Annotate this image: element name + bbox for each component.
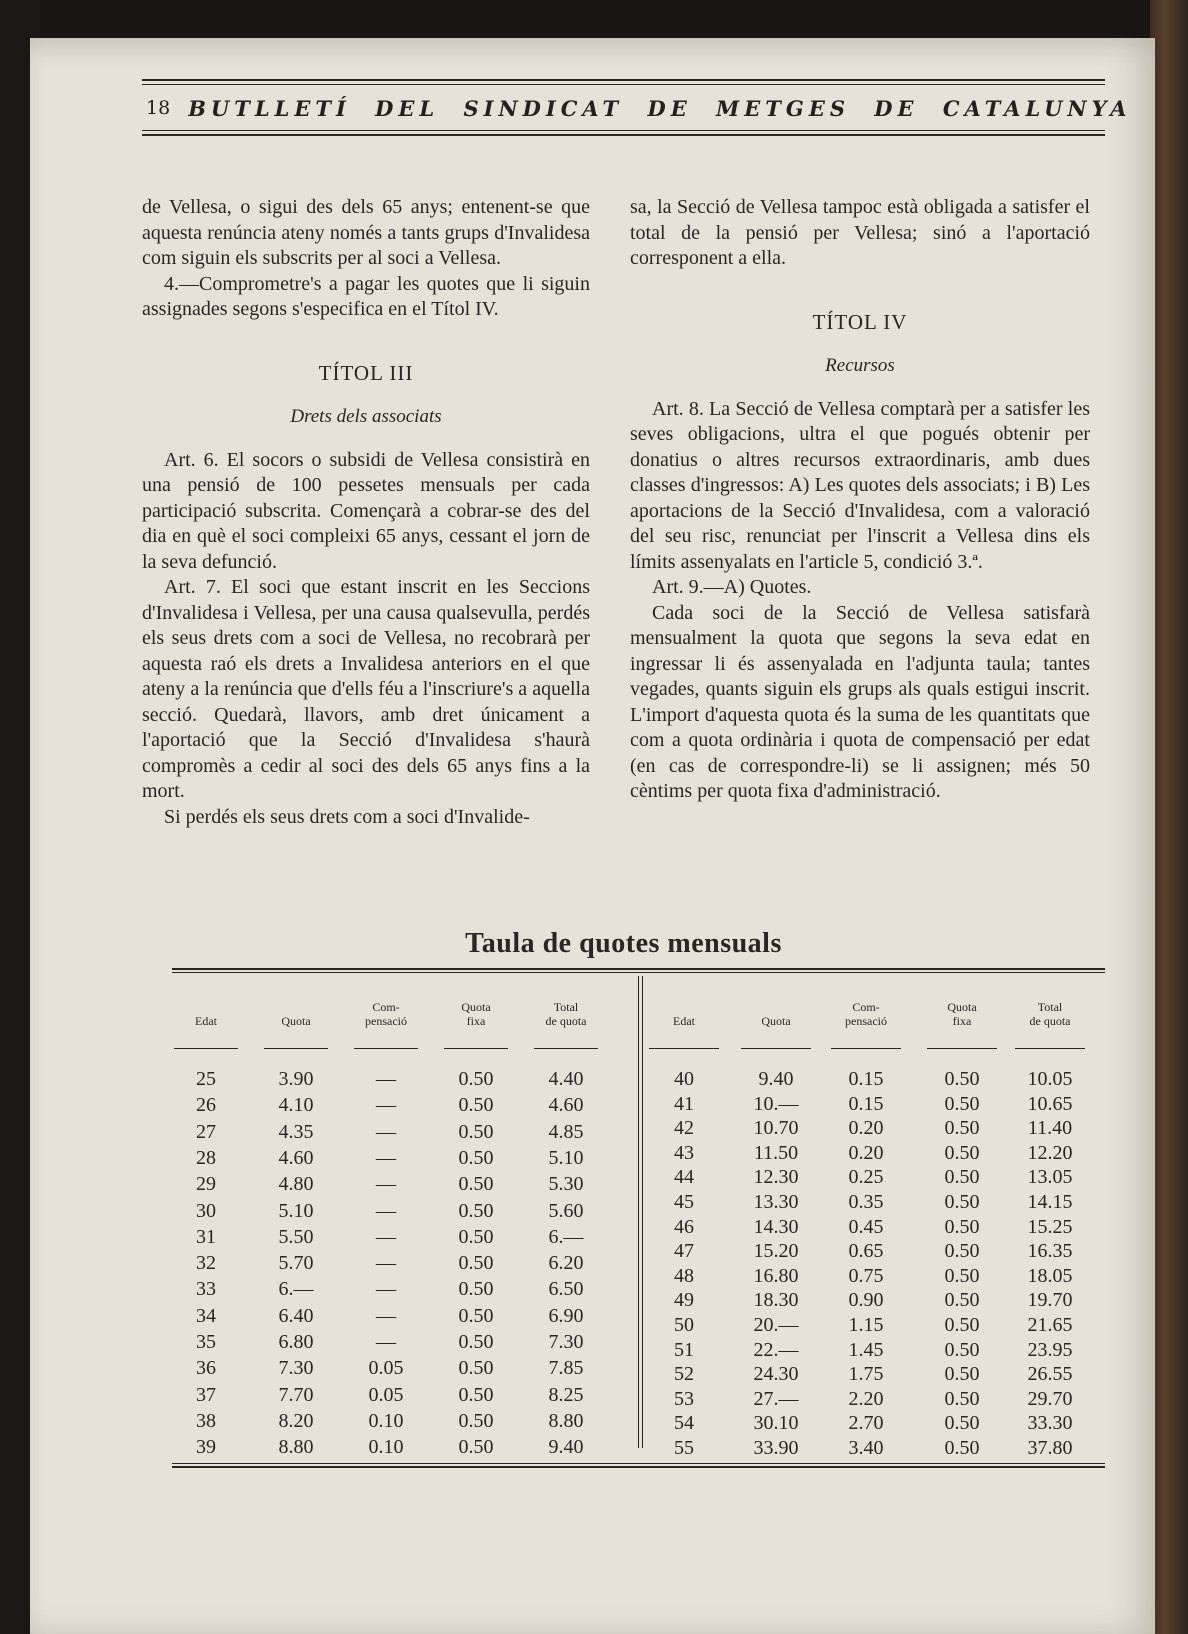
section-subheading: Recursos [825,355,895,376]
table-row [172,1068,622,1095]
table-cell: 16.80 [753,1264,799,1287]
journal-title: BUTLLETÍ DEL SINDICAT DE METGES DE CATALUNYA [188,95,1132,121]
table-title: Taula de quotes mensuals [465,928,782,959]
table-row [625,1240,1105,1267]
table-cell: 8.80 [278,1436,314,1459]
table-cell: 29.70 [1027,1387,1073,1410]
paragraph: sa, la Secció de Vellesa tampoc està obligada a satisfer el total de la pensió per Vellesa; sinó a l'aportació corresponent a ella. [630,196,1090,269]
table-cell: 9.40 [758,1068,794,1090]
table-row [172,1331,622,1358]
table-row [172,1384,622,1411]
table-cell: 0.50 [944,1437,980,1459]
table-cell: 0.25 [848,1166,884,1189]
table-row [625,1314,1105,1341]
table-cell: 0.50 [458,1331,494,1353]
table-row [625,1216,1105,1243]
table-cell: 0.50 [944,1338,980,1361]
table-header-3: Quota fixa [947,1000,977,1028]
table-cell: 0.45 [848,1215,884,1238]
table-cell: 30 [196,1199,216,1222]
section-subheading: Drets dels associats [290,406,442,427]
table-cell: 0.50 [944,1117,980,1140]
table-rule-top [172,968,1105,970]
table-cell: 1.15 [848,1314,884,1336]
right-text-column [630,195,1090,805]
table-cell: 0.90 [848,1289,884,1312]
table-cell: 20.— [753,1314,799,1336]
table-cell: — [376,1120,396,1143]
table-cell: 0.50 [944,1191,980,1213]
table-cell: 7.85 [548,1357,584,1380]
table-cell: 18.05 [1027,1264,1073,1287]
table-cell: 45 [674,1191,694,1213]
table-cell: 28 [196,1146,216,1169]
table-cell: 0.50 [944,1215,980,1238]
table-row [625,1265,1105,1292]
table-row [625,1437,1105,1464]
table-cell: 0.50 [944,1363,980,1386]
table-cell: 14.30 [753,1215,799,1238]
table-row [172,1436,622,1463]
table-cell: 32 [196,1252,216,1275]
table-cell: — [376,1173,396,1196]
table-row [625,1142,1105,1169]
table-cell: 15.20 [753,1240,799,1263]
table-cell: 21.65 [1027,1314,1073,1336]
table-row [172,1357,622,1384]
table-cell: 5.60 [548,1199,584,1222]
paragraph: de Vellesa, o sigui des dels 65 anys; entenent-se que aquesta renúncia ateny només a tants grups d'Invalidesa com siguin els subscrits per al soci a Vellesa. [142,196,590,269]
table-cell: 0.50 [458,1409,494,1432]
table-rule-top-thin [172,972,1105,973]
table-cell: 0.50 [458,1383,494,1406]
table-cell: 12.20 [1027,1141,1073,1164]
table-cell: 4.85 [548,1120,584,1143]
table-cell: 36 [196,1357,216,1380]
header-rule-top-thin [142,84,1105,85]
table-cell: 0.75 [848,1264,884,1287]
table-cell: 3.90 [278,1068,314,1090]
table-cell: 39 [196,1436,216,1459]
table-rule-bottom [172,1466,1105,1468]
table-cell: 33.30 [1027,1412,1073,1435]
table-header-1: Quota [281,1014,311,1028]
table-cell: 0.50 [944,1166,980,1189]
header-underline [649,1048,719,1049]
header-rule-top [142,79,1105,81]
header-underline [354,1048,418,1049]
table-cell: 0.15 [848,1092,884,1115]
table-cell: 44 [674,1166,694,1189]
table-cell: 5.10 [548,1146,584,1169]
table-header-2: Com- pensació [845,1000,887,1028]
table-cell: 0.50 [458,1068,494,1090]
table-cell: 33 [196,1278,216,1301]
table-cell: 42 [674,1117,694,1140]
table-cell: 0.50 [944,1141,980,1164]
table-cell: 4.80 [278,1173,314,1196]
paragraph-art-8: Art. 8. La Secció de Vellesa comptarà per a satisfer les seves obligacions, ultra el que pogués obtenir per donatius o altres recursos extraordinaris, amb dues classes d'ingressos: A) Les quotes dels associats; i B) Les aportacions de la Secció d'Invalidesa, com a valoració del seu risc, renunciat per l'inscrit a Vellesa dins els límits assenyalats en l'article 5, condició 3.ª. [630,397,1090,573]
table-cell: 0.35 [848,1191,884,1213]
table-cell: 6.80 [278,1331,314,1353]
table-cell: 0.50 [458,1304,494,1327]
table-cell: 0.50 [944,1240,980,1263]
table-cell: 31 [196,1225,216,1248]
header-rule-bottom [142,134,1105,136]
header-underline [831,1048,901,1049]
table-row [172,1121,622,1148]
table-cell: 0.50 [458,1436,494,1459]
table-cell: 3.40 [848,1437,884,1459]
table-cell: — [376,1278,396,1301]
table-cell: — [376,1094,396,1117]
table-cell: — [376,1068,396,1090]
table-cell: 10.70 [753,1117,799,1140]
table-cell: 37 [196,1383,216,1406]
table-cell: 0.50 [944,1412,980,1435]
table-cell: 7.30 [548,1331,584,1353]
header-underline [534,1048,598,1049]
table-cell: 0.50 [944,1314,980,1336]
table-cell: — [376,1252,396,1275]
binding-right-edge [1150,0,1188,1634]
table-cell: 34 [196,1304,216,1327]
table-cell: 13.30 [753,1191,799,1213]
table-cell: 8.25 [548,1383,584,1406]
table-cell: 0.10 [368,1409,404,1432]
table-cell: 24.30 [753,1363,799,1386]
table-row [172,1278,622,1305]
paragraph-art-6: Art. 6. El socors o subsidi de Vellesa consistirà en una pensió de 100 pessetes mensuals per cada participació subscrita. Començarà a cobrar-se des del dia en què el soci compleixi 65 anys, cessant el jorn de la seva defunció. [142,448,590,573]
table-cell: 49 [674,1289,694,1312]
table-cell: 4.60 [548,1094,584,1117]
table-cell: 15.25 [1027,1215,1073,1238]
table-row [625,1093,1105,1120]
table-cell: 5.70 [278,1252,314,1275]
table-cell: 27.— [753,1387,799,1410]
table-cell: 35 [196,1331,216,1353]
table-cell: 0.05 [368,1357,404,1380]
table-cell: 7.70 [278,1383,314,1406]
table-row [172,1200,622,1227]
table-row [625,1191,1105,1218]
table-cell: 23.95 [1027,1338,1073,1361]
paragraph-art-7: Art. 7. El soci que estant inscrit en les Seccions d'Invalidesa i Vellesa, per una causa qualsevulla, perdés els seus drets com a soci de Vellesa, no recobrarà per aquesta raó els drets a Invalidesa anteriors en el que ateny a la renúncia que d'ells féu a l'inscriure's a aquella secció. Quedarà, llavors, amb dret únicament a l'aportació que la Secció d'Invalidesa s'haurà compromès a cedir al soci des dels 65 anys fins a la mort. [142,576,590,802]
table-cell: 10.— [753,1092,799,1115]
header-underline [1015,1048,1085,1049]
table-cell: 4.10 [278,1094,314,1117]
quota-table [142,968,1105,1478]
table-cell: 6.40 [278,1304,314,1327]
table-cell: 26 [196,1094,216,1117]
table-cell: 6.20 [548,1252,584,1275]
table-cell: 22.— [753,1338,799,1361]
table-row [172,1252,622,1279]
table-cell: 51 [674,1338,694,1361]
table-header-3: Quota fixa [461,1000,491,1028]
table-cell: 50 [674,1314,694,1336]
table-cell: 53 [674,1387,694,1410]
table-cell: 52 [674,1363,694,1386]
table-cell: 9.40 [548,1436,584,1459]
page-number: 18 [146,97,171,119]
table-row [172,1226,622,1253]
section-heading-titol-iv: TÍTOL IV [812,309,908,334]
table-cell: 8.80 [548,1409,584,1432]
header-underline [741,1048,811,1049]
table-cell: 11.40 [1027,1117,1073,1140]
table-cell: 0.50 [458,1120,494,1143]
table-row [625,1339,1105,1366]
table-cell: 27 [196,1120,216,1143]
table-cell: 12.30 [753,1166,799,1189]
table-cell: 6.— [278,1278,314,1301]
table-cell: 6.50 [548,1278,584,1301]
paragraph: Cada soci de la Secció de Vellesa satisfarà mensualment la quota que segons la seva edat en ingressar li és assenyalada en l'adjunta taula; tantes vegades, quants siguin els grups als quals estigui inscrit. L'import d'aquesta quota és la suma de les quantitats que com a quota ordinària i quota de compensació per edat (en cas de correspondre-li) se li assignen; més 50 cèntims per quota fixa d'administració. [630,601,1090,802]
paragraph: 4.—Comprometre's a pagar les quotes que li siguin assignades segons s'especifica en el Títol IV. [142,272,590,320]
table-cell: 14.15 [1027,1191,1073,1213]
table-cell: 0.50 [458,1357,494,1380]
table-cell: 0.50 [458,1252,494,1275]
table-header-4: Total de quota [1029,1000,1071,1028]
header-underline [444,1048,508,1049]
table-cell: 18.30 [753,1289,799,1312]
table-cell: 0.10 [368,1436,404,1459]
table-row [625,1412,1105,1439]
table-cell: 11.50 [753,1141,799,1164]
table-row [625,1363,1105,1390]
table-cell: 6.— [548,1225,584,1248]
table-rule-bottom-thin [172,1463,1105,1464]
table-row [172,1410,622,1437]
running-head [142,79,1132,159]
table-cell: 1.45 [848,1338,884,1361]
table-cell: 4.35 [278,1120,314,1143]
table-cell: — [376,1304,396,1327]
table-cell: 40 [674,1068,694,1090]
table-cell: 30.10 [753,1412,799,1435]
table-cell: 6.90 [548,1304,584,1327]
table-cell: 33.90 [753,1437,799,1459]
header-underline [264,1048,328,1049]
table-cell: — [376,1331,396,1353]
table-cell: 0.15 [848,1068,884,1090]
table-cell: 0.50 [458,1225,494,1248]
table-cell: 55 [674,1437,694,1459]
table-cell: 0.50 [458,1173,494,1196]
table-cell: — [376,1146,396,1169]
table-cell: 25 [196,1068,216,1090]
table-cell: 7.30 [278,1357,314,1380]
table-row [625,1166,1105,1193]
table-cell: 26.55 [1027,1363,1073,1386]
header-underline [927,1048,997,1049]
table-cell: 0.65 [848,1240,884,1263]
paragraph: Si perdés els seus drets com a soci d'Invalide- [164,805,530,828]
table-cell: 0.20 [848,1141,884,1164]
table-cell: 10.05 [1027,1068,1073,1090]
header-line [142,93,1132,123]
table-cell: 0.20 [848,1117,884,1140]
table-cell: 16.35 [1027,1240,1073,1263]
table-cell: 46 [674,1215,694,1238]
table-cell: 0.50 [944,1289,980,1312]
table-cell: 0.50 [458,1278,494,1301]
table-header-0: Edat [195,1014,217,1028]
table-cell: 8.20 [278,1409,314,1432]
table-header-4: Total de quota [545,1000,587,1028]
table-row [625,1289,1105,1316]
table-cell: 10.65 [1027,1092,1073,1115]
table-cell: — [376,1199,396,1222]
table-cell: 43 [674,1141,694,1164]
table-cell: 47 [674,1240,694,1263]
table-cell: 4.60 [278,1146,314,1169]
table-row [172,1147,622,1174]
table-row [172,1305,622,1332]
table-cell: 0.50 [944,1068,980,1090]
table-cell: 54 [674,1412,694,1435]
table-row [625,1388,1105,1415]
left-text-column [142,195,590,830]
table-right-half [625,988,1105,1459]
table-row [172,1173,622,1200]
table-header-2: Com- pensació [365,1000,407,1028]
table-cell: 5.10 [278,1199,314,1222]
table-cell: 38 [196,1409,216,1432]
table-header-0: Edat [673,1014,695,1028]
paragraph-art-9: Art. 9.—A) Quotes. [652,576,812,598]
table-cell: 13.05 [1027,1166,1073,1189]
table-cell: 1.75 [848,1363,884,1386]
table-cell: 0.50 [944,1092,980,1115]
table-cell: 0.05 [368,1383,404,1406]
table-header-1: Quota [761,1014,791,1028]
table-left-half [172,988,622,1459]
header-underline [174,1048,238,1049]
table-cell: 4.40 [548,1068,584,1090]
binding-top-edge [0,0,1188,42]
header-rule-bottom-thin [142,130,1105,131]
table-cell: 2.20 [848,1387,884,1410]
table-cell: 0.50 [458,1146,494,1169]
table-cell: 0.50 [458,1199,494,1222]
table-cell: 2.70 [848,1412,884,1435]
table-cell: — [376,1225,396,1248]
section-heading-titol-iii: TÍTOL III [318,360,414,385]
table-cell: 29 [196,1173,216,1196]
table-row [172,1094,622,1121]
table-cell: 5.30 [548,1173,584,1196]
table-cell: 0.50 [944,1387,980,1410]
table-row [625,1068,1105,1095]
table-cell: 37.80 [1027,1437,1073,1459]
table-cell: 0.50 [944,1264,980,1287]
table-cell: 0.50 [458,1094,494,1117]
table-row [625,1117,1105,1144]
table-cell: 41 [674,1092,694,1115]
table-cell: 19.70 [1027,1289,1073,1312]
table-cell: 48 [674,1264,694,1287]
table-cell: 5.50 [278,1225,314,1248]
